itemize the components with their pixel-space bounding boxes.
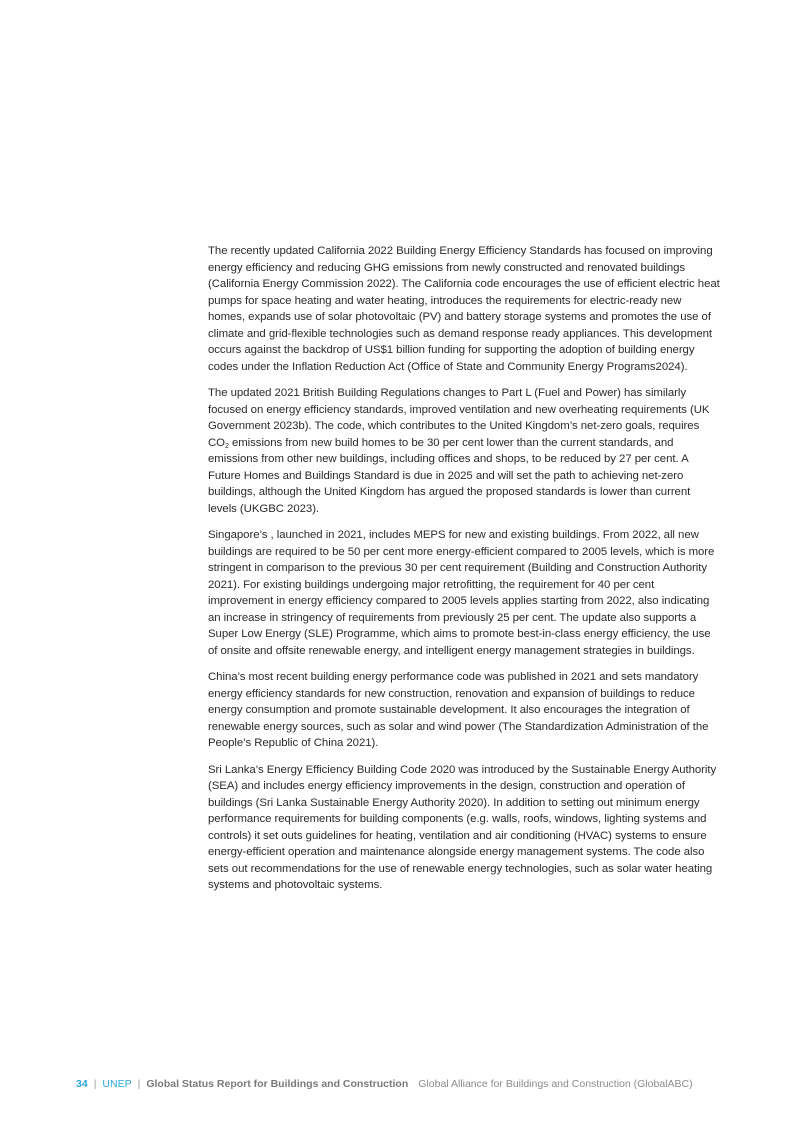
- paragraph-uk: [208, 385, 720, 517]
- footer-report-title: Global Status Report for Buildings and Construction: [146, 1078, 409, 1090]
- page-footer: [76, 1078, 693, 1090]
- paragraph-uk-text-before: The updated 2021 British Building Regulations changes to Part L (Fuel and Power) has similarly focused on energy efficiency standards, improved ventilation and new overheating requirements (UK Government 2023b). The code, which contributes to the United Kingdom’s net-zero goals, requires CO: [208, 387, 710, 449]
- main-content: [208, 243, 720, 904]
- footer-separator: |: [93, 1078, 97, 1090]
- footer-separator: |: [137, 1078, 141, 1090]
- page-number: 34: [76, 1078, 88, 1090]
- paragraph-sri-lanka: Sri Lanka’s Energy Efficiency Building Code 2020 was introduced by the Sustainable Energy Authority (SEA) and includes energy efficiency improvements in the design, construction and operation of buildings (Sri Lanka Sustainable Energy Authority 2020). In addition to setting out minimum energy performance requirements for building components (e.g. walls, roofs, windows, lighting systems and controls) it set outs guidelines for heating, ventilation and air conditioning (HVAC) systems to ensure energy-efficient operation and maintenance alongside energy management systems. The code also sets out recommendations for the use of renewable energy technologies, such as solar water heating systems and photovoltaic systems.: [208, 763, 717, 891]
- footer-alliance: Global Alliance for Buildings and Construction (GlobalABC): [418, 1078, 693, 1090]
- co2-subscript: 2: [225, 442, 229, 450]
- paragraph-uk-text-after: emissions from new build homes to be 30 per cent lower than the current standards, and emissions from other new buildings, including offices and shops, to be reduced by 27 per cent. A Future Homes and Buildings Standard is due in 2025 and will set the path to achieving net-zero buildings, although the United Kingdom has argued the proposed standards is lower than current levels (UKGBC 2023).: [208, 436, 691, 515]
- paragraph-singapore: Singapore’s , launched in 2021, includes MEPS for new and existing buildings. From 2022, all new buildings are required to be 50 per cent more energy-efficient compared to 2005 levels, which is more stringent in comparison to the previous 30 per cent requirement (Building and Construction Authority 2021). For existing buildings undergoing major retrofitting, the requirement for 40 per cent improvement in energy efficiency compared to 2005 levels applies starting from 2022, also indicating an increase in stringency of requirements from previously 25 per cent. The update also supports a Super Low Energy (SLE) Programme, which aims to promote best-in-class energy efficiency, the use of onsite and offsite renewable energy, and intelligent energy management strategies in buildings.: [208, 529, 715, 657]
- paragraph-china: China’s most recent building energy performance code was published in 2021 and sets mandatory energy efficiency standards for new construction, renovation and expansion of buildings to reduce energy consumption and promote sustainable development. It also encourages the integration of renewable energy sources, such as solar and wind power (The Standardization Administration of the People’s Republic of China 2021).: [208, 671, 709, 749]
- paragraph-california: The recently updated California 2022 Building Energy Efficiency Standards has focused on improving energy efficiency and reducing GHG emissions from newly constructed and renovated buildings (California Energy Commission 2022). The California code encourages the use of efficient electric heat pumps for space heating and water heating, introduces the requirements for electric-ready new homes, expands use of solar photovoltaic (PV) and battery storage systems and promotes the use of climate and grid-flexible technologies such as demand response ready appliances. This development occurs against the backdrop of US$1 billion funding for supporting the adoption of building energy codes under the Inflation Reduction Act (Office of State and Community Energy Programs2024).: [208, 245, 720, 373]
- footer-org: UNEP: [102, 1078, 132, 1090]
